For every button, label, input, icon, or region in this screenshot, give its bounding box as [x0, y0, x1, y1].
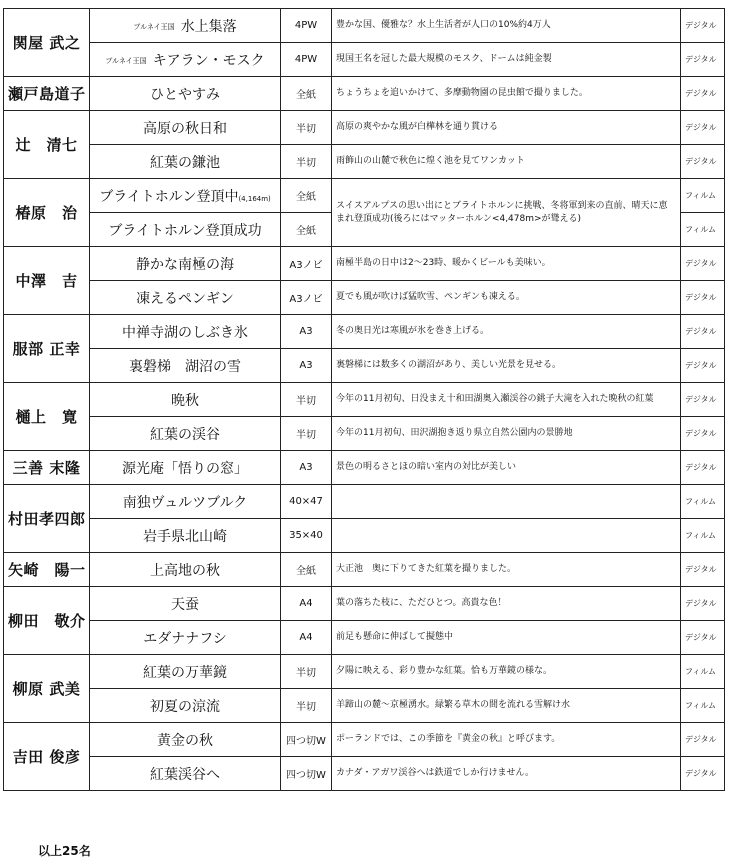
- medium: デジタル: [681, 757, 725, 791]
- work-title: 晩秋: [90, 383, 281, 417]
- print-size: A4: [281, 587, 332, 621]
- medium: フィルム: [681, 519, 725, 553]
- table-row: [4, 43, 725, 77]
- work-title: エダナナフシ: [90, 621, 281, 655]
- work-title: 静かな南極の海: [90, 247, 281, 281]
- table-row: [4, 315, 725, 349]
- print-size: 全紙: [281, 553, 332, 587]
- work-title-cell: [90, 179, 281, 213]
- work-description: 葉の落ちた枝に、ただひとつ。高貴な色！: [332, 587, 681, 621]
- print-size: 4PW: [281, 9, 332, 43]
- work-description: 羊蹄山の麓～京極湧水。緑繁る草木の間を流れる雪解け水: [332, 689, 681, 723]
- print-size: 半切: [281, 417, 332, 451]
- total-count-note: 以上25名: [38, 844, 91, 858]
- table-row: [4, 587, 725, 621]
- work-title: 裏磐梯 湖沼の雪: [90, 349, 281, 383]
- medium: デジタル: [681, 315, 725, 349]
- print-size: 四つ切W: [281, 757, 332, 791]
- work-description: 裏磐梯には数多くの湖沼があり、美しい光景を見せる。: [332, 349, 681, 383]
- photographer-name: 村田孝四郎: [4, 485, 90, 553]
- medium: デジタル: [681, 247, 725, 281]
- photographer-name: 辻 清七: [4, 111, 90, 179]
- photographer-name: 三善 末隆: [4, 451, 90, 485]
- photographer-name: 柳原 武美: [4, 655, 90, 723]
- table-row: [4, 621, 725, 655]
- work-description: 冬の奥日光は寒風が氷を巻き上げる。: [332, 315, 681, 349]
- print-size: 全紙: [281, 77, 332, 111]
- work-title: 高原の秋日和: [90, 111, 281, 145]
- table-row: [4, 723, 725, 757]
- work-title: 凍えるペンギン: [90, 281, 281, 315]
- photographer-name: 瀬戸島道子: [4, 77, 90, 111]
- medium: デジタル: [681, 77, 725, 111]
- work-description: 今年の11月初旬、田沢湖抱き返り県立自然公園内の景勝地: [332, 417, 681, 451]
- work-description: 豊かな国、優雅な？水上生活者が人口の10%約4万人: [332, 9, 681, 43]
- work-description: 景色の明るさとほの暗い室内の対比が美しい: [332, 451, 681, 485]
- work-description: 前足も懸命に伸ばして擬態中: [332, 621, 681, 655]
- work-title-cell: [90, 43, 281, 77]
- table-row: [4, 281, 725, 315]
- photographer-name: 吉田 俊彦: [4, 723, 90, 791]
- table-row: [4, 247, 725, 281]
- photographer-name: 椿原 治: [4, 179, 90, 247]
- work-title: 水上集落: [180, 18, 237, 35]
- print-size: A3ノビ: [281, 247, 332, 281]
- photographer-name: 樋上 寛: [4, 383, 90, 451]
- print-size: 半切: [281, 689, 332, 723]
- print-size: 35×40: [281, 519, 332, 553]
- print-size: 40×47: [281, 485, 332, 519]
- work-description: 高原の爽やかな風が白樺林を通り貫ける: [332, 111, 681, 145]
- table-row: [4, 417, 725, 451]
- country-prefix: ブルネイ王国: [105, 56, 147, 65]
- work-description: 現国王名を冠した最大規模のモスク、ドームは純金製: [332, 43, 681, 77]
- table-row: [4, 757, 725, 791]
- work-description: カナダ・アガワ渓谷へは鉄道でしか行けません。: [332, 757, 681, 791]
- work-title: 上高地の秋: [90, 553, 281, 587]
- work-description: ちょうちょを追いかけて、多摩動物園の昆虫館で撮りました。: [332, 77, 681, 111]
- photographer-name: 服部 正幸: [4, 315, 90, 383]
- work-description: 大正池 奥に下りてきた紅葉を撮りました。: [332, 553, 681, 587]
- medium: デジタル: [681, 621, 725, 655]
- entries-table: [3, 8, 725, 791]
- table-row: [4, 655, 725, 689]
- medium: フィルム: [681, 655, 725, 689]
- work-title: 南独ヴュルツブルク: [90, 485, 281, 519]
- table-row: [4, 349, 725, 383]
- medium: デジタル: [681, 723, 725, 757]
- medium: デジタル: [681, 111, 725, 145]
- print-size: 全紙: [281, 179, 332, 213]
- work-title: 源光庵「悟りの窓」: [90, 451, 281, 485]
- work-description: ポーランドでは、この季節を『黄金の秋』と呼びます。: [332, 723, 681, 757]
- work-title: キアラン・モスク: [152, 52, 265, 69]
- table-row: [4, 383, 725, 417]
- work-description: 今年の11月初旬、日没まえ十和田湖奥入瀬渓谷の銚子大滝を入れた晩秋の紅葉: [332, 383, 681, 417]
- medium: デジタル: [681, 587, 725, 621]
- work-title-cell: [90, 9, 281, 43]
- print-size: 4PW: [281, 43, 332, 77]
- work-title: 初夏の涼流: [90, 689, 281, 723]
- work-title: 中禅寺湖のしぶき氷: [90, 315, 281, 349]
- table-row: [4, 9, 725, 43]
- work-title: 紅葉の鎌池: [90, 145, 281, 179]
- work-title: 紅葉渓谷へ: [90, 757, 281, 791]
- work-title: ひとやすみ: [90, 77, 281, 111]
- work-title: ブライトホルン登頂中: [99, 188, 239, 205]
- print-size: 半切: [281, 383, 332, 417]
- work-title: 天蚕: [90, 587, 281, 621]
- medium: デジタル: [681, 349, 725, 383]
- altitude-note: (4,164m): [238, 194, 271, 203]
- work-description: 雨飾山の山麓で秋色に煌く池を見てワンカット: [332, 145, 681, 179]
- medium: フィルム: [681, 485, 725, 519]
- work-description: スイスアルプスの思い出にとブライトホルンに挑戦、冬将軍到来の直前、晴天に恵まれ登頂成功(後ろにはマッターホルン<4,478m>が聳える): [332, 179, 681, 247]
- print-size: 四つ切W: [281, 723, 332, 757]
- photographer-name: 中澤 吉: [4, 247, 90, 315]
- medium: デジタル: [681, 553, 725, 587]
- work-title: 岩手県北山崎: [90, 519, 281, 553]
- country-prefix: ブルネイ王国: [133, 22, 175, 31]
- work-description: 南極半島の日中は2～23時、暖かくビールも美味い。: [332, 247, 681, 281]
- medium: デジタル: [681, 43, 725, 77]
- table-row: [4, 519, 725, 553]
- table-row: [4, 485, 725, 519]
- work-description: [332, 485, 681, 519]
- work-description: 夏でも風が吹けば猛吹雪、ペンギンも凍える。: [332, 281, 681, 315]
- photographer-name: 矢崎 陽一: [4, 553, 90, 587]
- print-size: 半切: [281, 145, 332, 179]
- medium: デジタル: [681, 281, 725, 315]
- work-description: 夕陽に映える、彩り豊かな紅葉。恰も万華鏡の様な。: [332, 655, 681, 689]
- print-size: 半切: [281, 655, 332, 689]
- print-size: 全紙: [281, 213, 332, 247]
- work-title: ブライトホルン登頂成功: [90, 213, 281, 247]
- print-size: A3: [281, 349, 332, 383]
- work-title: 紅葉の渓谷: [90, 417, 281, 451]
- photographer-name: 関屋 武之: [4, 9, 90, 77]
- print-size: A4: [281, 621, 332, 655]
- medium: デジタル: [681, 383, 725, 417]
- medium: フィルム: [681, 179, 725, 213]
- work-title: 黄金の秋: [90, 723, 281, 757]
- table-row: [4, 553, 725, 587]
- table-row: [4, 689, 725, 723]
- medium: デジタル: [681, 145, 725, 179]
- medium: デジタル: [681, 417, 725, 451]
- print-size: A3: [281, 315, 332, 349]
- print-size: A3ノビ: [281, 281, 332, 315]
- work-title: 紅葉の万華鏡: [90, 655, 281, 689]
- medium: フィルム: [681, 213, 725, 247]
- table-row: [4, 77, 725, 111]
- table-row: [4, 145, 725, 179]
- print-size: 半切: [281, 111, 332, 145]
- medium: フィルム: [681, 689, 725, 723]
- work-description: [332, 519, 681, 553]
- table-row: [4, 179, 725, 213]
- medium: デジタル: [681, 451, 725, 485]
- medium: デジタル: [681, 9, 725, 43]
- table-row: [4, 451, 725, 485]
- print-size: A3: [281, 451, 332, 485]
- table-row: [4, 111, 725, 145]
- photographer-name: 柳田 敬介: [4, 587, 90, 655]
